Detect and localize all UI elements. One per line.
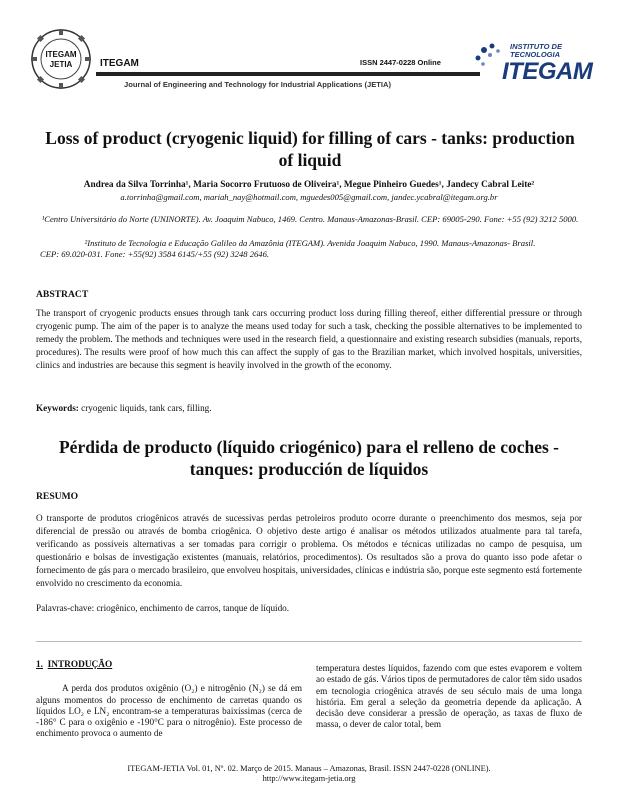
journal-header [30, 28, 593, 98]
footer-citation: ITEGAM-JETIA Vol. 01, Nº. 02. Março de 2015. Manaus – Amazonas, Brasil. ISSN 2447-0228 (ONLINE). [127, 764, 491, 773]
affiliation-2 [40, 238, 580, 260]
keywords-text: cryogenic liquids, tank cars, filling. [81, 403, 212, 413]
page-footer [0, 764, 618, 784]
footer-url[interactable]: http://www.itegam-jetia.org [262, 774, 356, 783]
body-column-left [36, 660, 302, 740]
affiliation-2-line1: ²Instituto de Tecnologia e Educação Galileo da Amazônia (ITEGAM). Avenida Joaquim Nabuco, 1990. Manaus-Amazonas- Brasil. [84, 238, 536, 248]
header-bar [96, 72, 480, 76]
resumo-heading: RESUMO [36, 491, 79, 502]
body-column-right [316, 663, 582, 731]
abstract-heading: ABSTRACT [36, 289, 89, 300]
institute-line2: TECNOLOGIA [510, 50, 560, 59]
introduction-paragraph-left: A perda dos produtos oxigênio (O₂) e nitrogênio (N₂) se dá em alguns momentos do processo de enchimento de carretas quando os líquidos LO₂ e LN₂ encontram-se a temperaturas baixíssimas (cerca de -186° C para o oxigênio e -190°C para o nitrogênio). Este processo de enchimento provoca o aumento de [36, 683, 302, 739]
svg-text:JETIA: JETIA [49, 60, 73, 69]
header-brand: ITEGAM [100, 58, 139, 69]
resumo-text: O transporte de produtos criogênicos através de sucessivas perdas petroleiros produto ocorre durante o preenchimento dos mesmos, seja por diferencial de pressão ou através de bomba criogênica. O objetivo deste artigo é analisar os métodos utilizados atualmente para tal tarefa, verificando as possíveis alternativas a ser tomadas para corrigir o problema. Os métodos e técnicas utilizadas no campo de pesquisa, um questionário e bolsas de investigação existentes (manuais, relatórios, procedimentos). Os resultados são a prova do quanto isso pode afetar o fornecimento de gás para o mercado brasileiro, que envolveu hospitais, universidades, clínicas e indústria são, porque este segmento está fortemente envolvido no crescimento da economia. [36, 513, 582, 588]
introduction-number: 1. [36, 660, 43, 670]
institute-line1: INSTITUTO DE [510, 42, 562, 51]
authors-line: Andrea da Silva Torrinha¹, Maria Socorro Frutuoso de Oliveira¹, Megue Pinheiro Guedes¹, Jandecy Cabral Leite² [83, 180, 535, 190]
paper-title-english: Loss of product (cryogenic liquid) for filling of cars - tanks: production of liquid [45, 128, 575, 170]
introduction-paragraph-right: temperatura destes líquidos, fazendo com que estes evaporem e voltem ao estado de gás. Vários tipos de permutadores de calor têm sido usados em tecnologia criogênica através de seu século mais de uma longa história. Em geral a seleção da geometria depende da aplicação. A decisão deve considerar a pressão de operação, as taxas de fluxo de massa, o dever de calor total, bem [316, 663, 582, 730]
svg-text:ITEGAM: ITEGAM [45, 50, 77, 59]
palavras-chave-line: Palavras-chave: criogênico, enchimento de carros, tanque de líquido. [36, 603, 290, 613]
section-divider [36, 641, 582, 642]
introduction-title: INTRODUÇÃO [47, 660, 113, 670]
itegam-jetia-seal-logo [30, 28, 92, 90]
paper-title-spanish: Pérdida de producto (líquido criogénico) para el relleno de coches - tanques: producción de líquidos [58, 437, 559, 479]
header-journal-name: Journal of Engineering and Technology for Industrial Applications (JETIA) [124, 80, 392, 89]
keywords-line [36, 403, 212, 413]
institute-name: ITEGAM [502, 58, 593, 85]
header-issn: ISSN 2447-0228 Online [360, 58, 441, 67]
author-emails: a.torrinha@gmail.com, mariah_nay@hotmail.com, mguedes005@gmail.com, jandec.ycabral@itegam.org.br [120, 192, 498, 202]
affiliation-1: ¹Centro Universitário do Norte (UNINORTE). Av. Joaquim Nabuco, 1469. Centro. Manaus-Amazonas-Brasil. CEP: 69005-290. Fone: +55 (92) 3212 5000. [41, 214, 579, 224]
abstract-text: The transport of cryogenic products ensues through tank cars occurring product loss during filling thereof, either differential pressure or through cryogenic pump. The aim of the paper is to analyze the means used today for such a task, checking the possible alternatives to be implemented to remedy the problem. The methods and techniques were used in the research field, a questionnaire and existing research subsidies (manuals, reports, procedures). The results were proof of how much this can affect the supply of gas to the Brazilian market, which involved hospitals, universities, clinics and industries are because this segment is heavily involved in the growth of the economy. [36, 308, 582, 370]
affiliation-2-line2: CEP: 69.020-031. Fone: +55(92) 3584 6145/+55 (92) 3248 2646. [40, 249, 270, 259]
keywords-label: Keywords: [36, 403, 79, 413]
introduction-heading [36, 660, 302, 671]
